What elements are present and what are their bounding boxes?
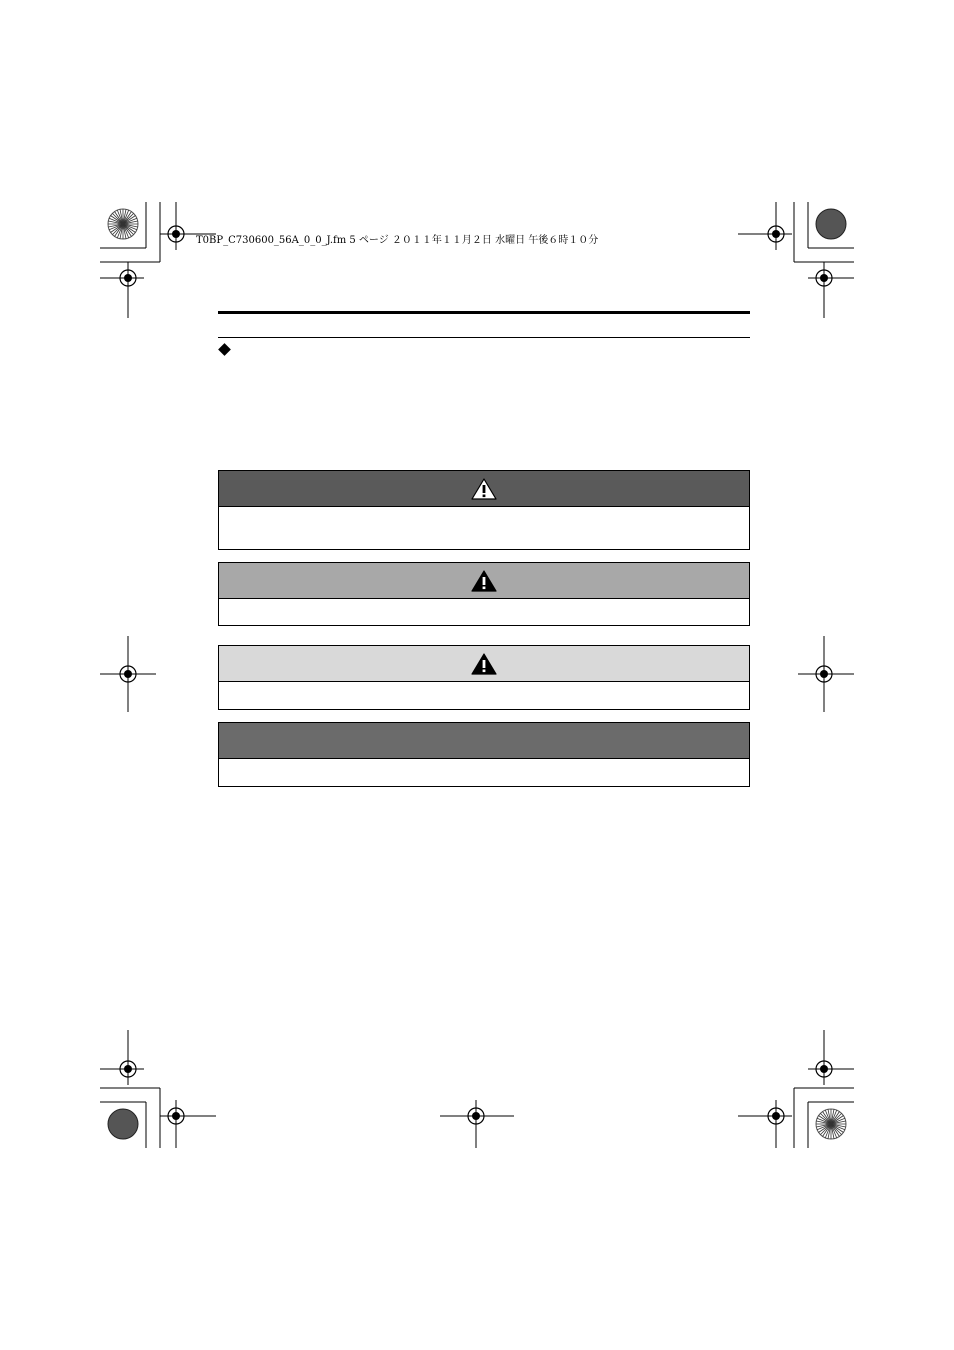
warning-triangle-icon [471, 570, 497, 592]
danger-notice-box [218, 470, 750, 550]
warning-notice-header [219, 563, 749, 599]
section-rule-thin [218, 337, 750, 338]
caution-notice-header [219, 646, 749, 682]
file-info-header: T0BP_C730600_56A_0_0_J.fm 5 ページ ２０１１年１１月２日 水曜日 午後６時１０分 [196, 235, 599, 246]
warning-triangle-icon [471, 478, 497, 500]
notice-body [219, 759, 749, 786]
notice-box [218, 722, 750, 787]
caution-notice-body [219, 682, 749, 709]
notice-header [219, 723, 749, 759]
section-rule-thick [218, 311, 750, 314]
warning-notice-body [219, 599, 749, 625]
danger-notice-body [219, 507, 749, 549]
starburst-target-icon [107, 208, 139, 240]
starburst-target-icon [815, 208, 847, 240]
warning-notice-box [218, 562, 750, 626]
starburst-target-icon [815, 1108, 847, 1140]
caution-notice-box [218, 645, 750, 710]
warning-triangle-icon [471, 653, 497, 675]
starburst-target-icon [107, 1108, 139, 1140]
danger-notice-header [219, 471, 749, 507]
